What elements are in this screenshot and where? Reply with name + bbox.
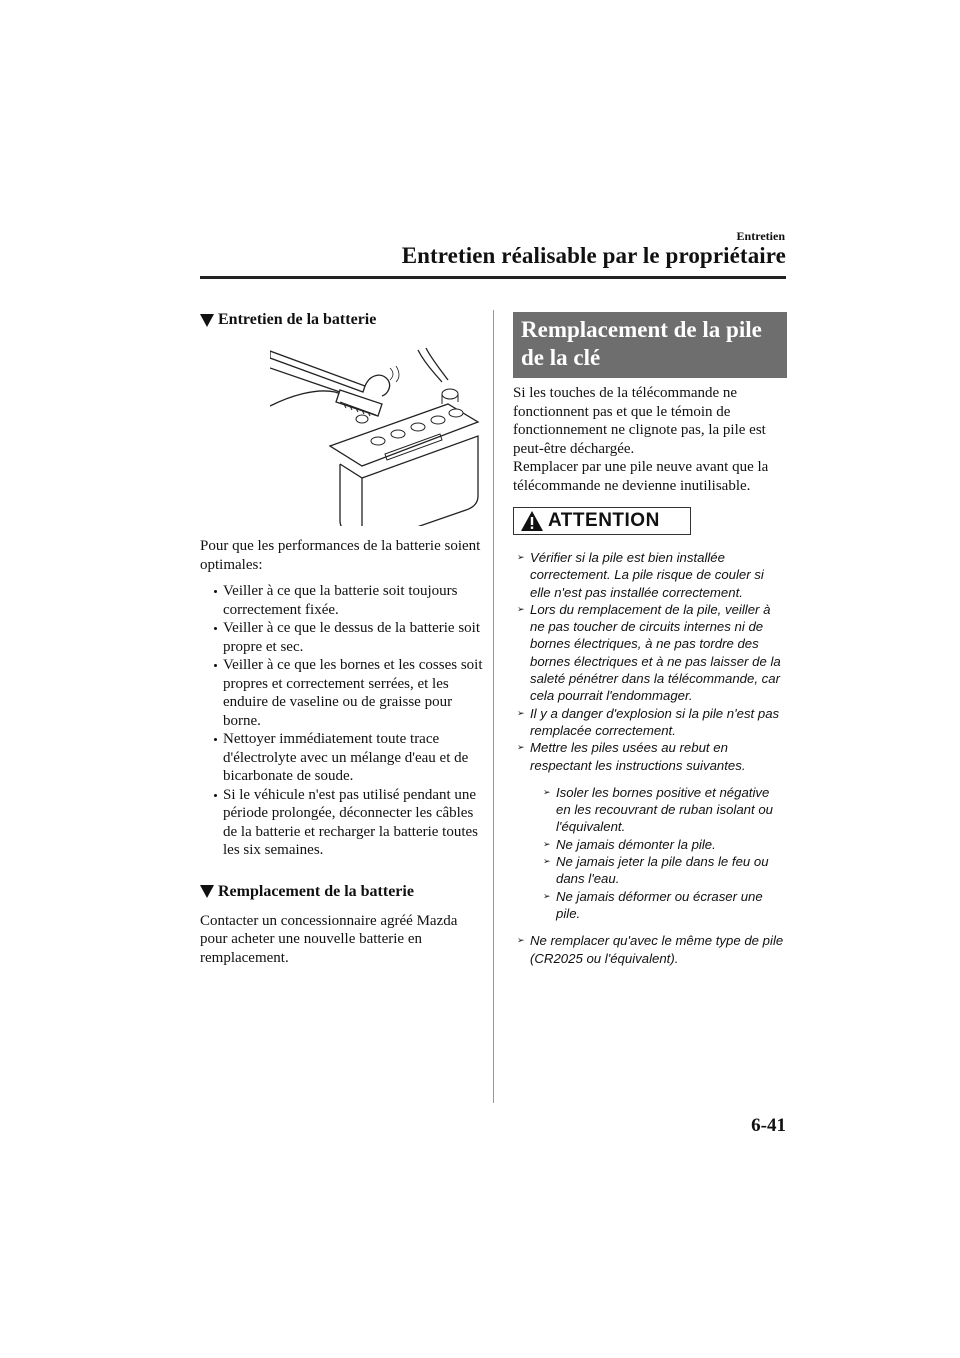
disposal-sub-list [530, 784, 787, 922]
list-item: ➢ Ne jamais jeter la pile dans le feu ou dans l'eau. [543, 853, 787, 888]
key-battery-intro: Si les touches de la télécommande ne fonctionnent pas et que le témoin de fonctionnement ne clignote pas, la pile est peut-être déchargée. [513, 385, 766, 457]
attention-label: ATTENTION [548, 510, 660, 531]
battery-cleaning-illustration [270, 346, 480, 526]
heading-battery-maintenance [200, 310, 485, 330]
list-item: ➢ Ne remplacer qu'avec le même type de pile (CR2025 ou l'équivalent). [517, 932, 787, 967]
attention-box [513, 507, 691, 535]
list-item: ➢ Vérifier si la pile est bien installée correctement. La pile risque de couler si elle n'est pas installée correctement. [517, 549, 787, 601]
list-item: ➢ Isoler les bornes positive et négative en les recouvrant de ruban isolant ou l'équivalent. [543, 784, 787, 836]
header-section: Entretien [736, 229, 785, 243]
section-banner: Remplacement de la pile de la clé [513, 312, 787, 378]
caution-list [513, 549, 787, 967]
list-item: ➢ Ne jamais démonter la pile. [543, 836, 787, 853]
right-column [513, 312, 787, 967]
warning-icon [520, 510, 544, 532]
triangle-down-icon [200, 314, 214, 327]
caution-disposal-text: Mettre les piles usées au rebut en respectant les instructions suivantes. [530, 740, 746, 773]
list-item: Veiller à ce que la batterie soit toujours correctement fixée. [214, 582, 485, 619]
list-item: Veiller à ce que le dessus de la batterie soit propre et sec. [214, 619, 485, 656]
list-item: ➢ Ne jamais déformer ou écraser une pile. [543, 888, 787, 923]
header-title: Entretien réalisable par le propriétaire [401, 243, 786, 268]
list-item: ➢ Il y a danger d'explosion si la pile n'est pas remplacée correctement. [517, 705, 787, 740]
list-item: Si le véhicule n'est pas utilisé pendant une période prolongée, déconnecter les câbles de la batterie et recharger la batterie toutes les six semaines. [214, 786, 485, 860]
header-rule [200, 276, 786, 279]
list-item [517, 739, 787, 922]
heading-battery-maintenance-label: Entretien de la batterie [218, 311, 377, 328]
column-divider [493, 310, 494, 1103]
list-item: Nettoyer immédiatement toute trace d'électrolyte avec un mélange d'eau et de bicarbonate de soude. [214, 730, 485, 786]
left-column [200, 310, 485, 967]
heading-battery-replacement-label: Remplacement de la batterie [218, 882, 414, 900]
key-battery-intro-2: Remplacer par une pile neuve avant que la télécommande ne devienne inutilisable. [513, 459, 769, 494]
triangle-down-icon [200, 885, 214, 898]
battery-tips-list [200, 582, 485, 860]
battery-intro: Pour que les performances de la batterie soient optimales: [200, 538, 481, 573]
list-item: Veiller à ce que les bornes et les cosses soit propres et correctement serrées, et les enduire de vaseline ou de graisse pour borne. [214, 656, 485, 730]
heading-battery-replacement [200, 882, 485, 902]
battery-replacement-text: Contacter un concessionnaire agréé Mazda pour acheter une nouvelle batterie en remplacement. [200, 912, 458, 966]
list-item: ➢ Lors du remplacement de la pile, veiller à ne pas toucher de circuits internes ni de bornes électriques, à ne pas tordre des bornes électriques et à ne pas laisser de la saleté pénétrer dans la télécommande, car cela pourrait l'endommager. [517, 601, 787, 705]
page-number: 6-41 [751, 1115, 786, 1136]
